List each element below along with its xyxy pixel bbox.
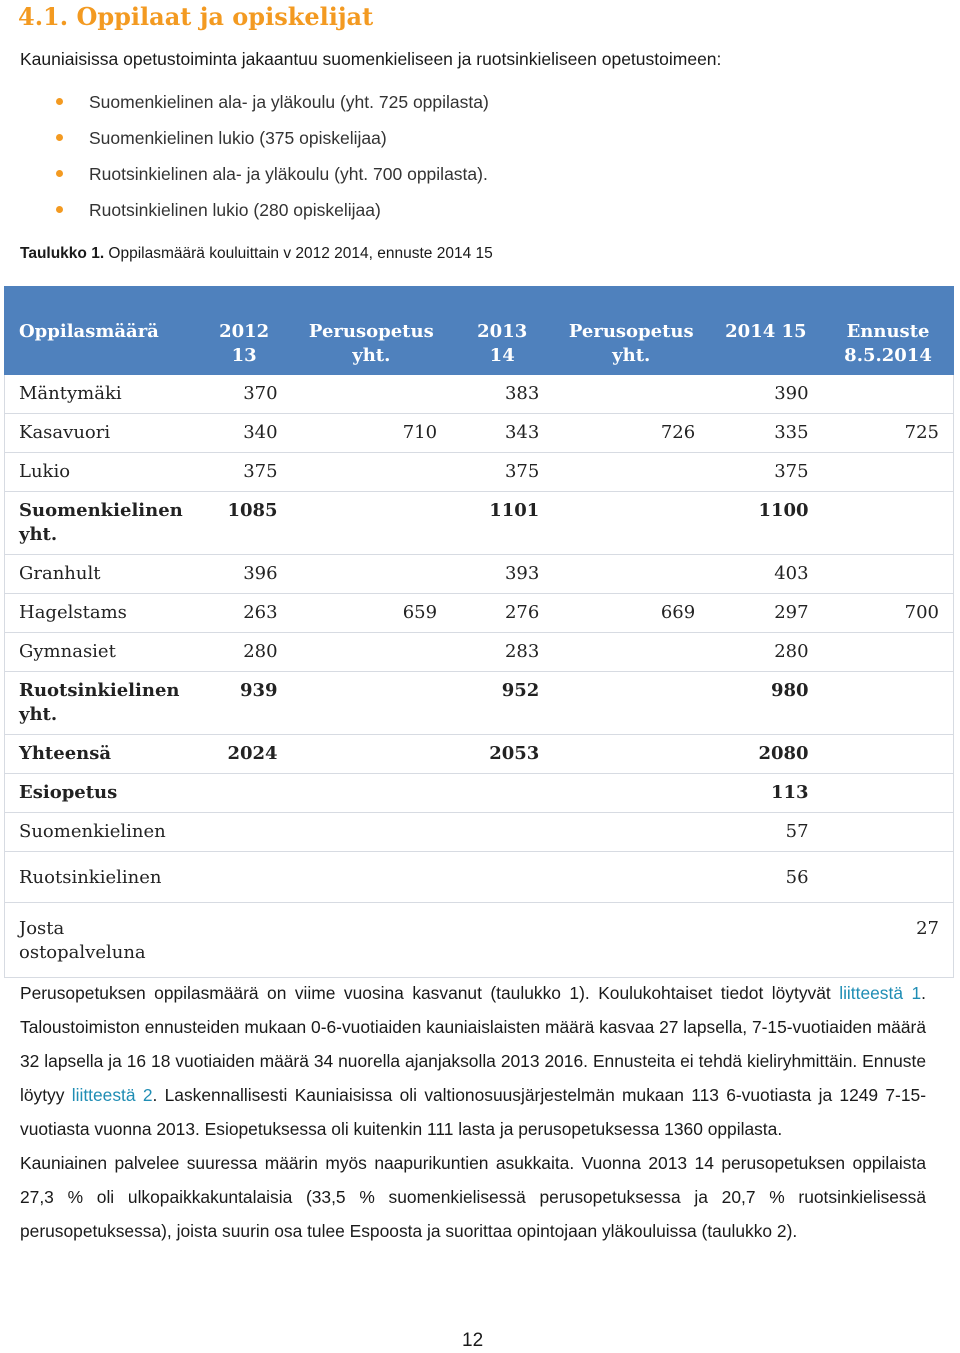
school-list <box>52 88 489 232</box>
table-cell: 980 <box>709 672 822 735</box>
table-cell <box>292 852 452 903</box>
table-cell: 2024 <box>197 735 292 774</box>
table-header-row <box>5 287 954 375</box>
caption-text: Oppilasmäärä kouluittain v 2012 2014, ennuste 2014 15 <box>104 245 493 262</box>
table-cell <box>197 903 292 978</box>
table-cell: 396 <box>197 555 292 594</box>
table-cell: 375 <box>709 453 822 492</box>
table-cell <box>292 633 452 672</box>
table-cell: 263 <box>197 594 292 633</box>
table-cell: 383 <box>451 375 553 414</box>
row-label: Yhteensä <box>5 735 197 774</box>
list-item-text: Suomenkielinen ala- ja yläkoulu (yht. 725 oppilasta) <box>89 92 489 112</box>
table-cell: 700 <box>823 594 954 633</box>
table-row <box>5 375 954 414</box>
table-cell <box>197 774 292 813</box>
table-caption <box>20 245 493 263</box>
bullet-icon <box>56 206 63 213</box>
table-cell <box>451 774 553 813</box>
table-cell <box>823 375 954 414</box>
table-cell <box>553 375 709 414</box>
table-cell <box>553 672 709 735</box>
row-label: Mäntymäki <box>5 375 197 414</box>
table-cell: 335 <box>709 414 822 453</box>
table-cell: 669 <box>553 594 709 633</box>
table-cell <box>553 453 709 492</box>
header-cell: Perusopetus yht. <box>292 287 452 375</box>
table-cell <box>553 633 709 672</box>
caption-label: Taulukko 1. <box>20 245 105 262</box>
table-cell: 659 <box>292 594 452 633</box>
list-item <box>52 160 489 196</box>
list-item-text: Ruotsinkielinen ala- ja yläkoulu (yht. 700 oppilasta). <box>89 164 488 184</box>
table-cell: 56 <box>709 852 822 903</box>
paragraph-1 <box>20 976 926 1146</box>
table-row <box>5 594 954 633</box>
header-cell: Perusopetus yht. <box>553 287 709 375</box>
table-row <box>5 813 954 852</box>
table-cell: 375 <box>451 453 553 492</box>
table-row <box>5 633 954 672</box>
row-label: Josta ostopalveluna <box>5 903 197 978</box>
appendix-2-link[interactable]: liitteestä 2 <box>71 1085 153 1105</box>
table-cell <box>823 774 954 813</box>
table-row <box>5 414 954 453</box>
table-row <box>5 453 954 492</box>
table-cell <box>292 903 452 978</box>
header-cell: 2012 13 <box>197 287 292 375</box>
intro-text: Kauniaisissa opetustoiminta jakaantuu suomenkieliseen ja ruotsinkieliseen opetustoimeen: <box>20 49 722 69</box>
table-cell: 1100 <box>709 492 822 555</box>
table-row <box>5 735 954 774</box>
table-row <box>5 672 954 735</box>
table-cell: 27 <box>823 903 954 978</box>
table-cell: 280 <box>197 633 292 672</box>
table-cell: 57 <box>709 813 822 852</box>
table-cell: 390 <box>709 375 822 414</box>
table-cell <box>292 555 452 594</box>
list-item <box>52 88 489 124</box>
table-cell <box>823 672 954 735</box>
table-cell <box>292 735 452 774</box>
header-cell: Oppilasmäärä <box>5 287 197 375</box>
table-row <box>5 492 954 555</box>
table-cell: 1085 <box>197 492 292 555</box>
table-cell: 297 <box>709 594 822 633</box>
appendix-1-link[interactable]: liitteestä 1 <box>839 983 922 1003</box>
student-count-table <box>4 286 954 978</box>
table-cell <box>292 453 452 492</box>
row-label: Granhult <box>5 555 197 594</box>
table-cell <box>451 852 553 903</box>
list-item-text: Suomenkielinen lukio (375 opiskelijaa) <box>89 128 387 148</box>
table-cell <box>823 852 954 903</box>
table-cell: 939 <box>197 672 292 735</box>
list-item-text: Ruotsinkielinen lukio (280 opiskelijaa) <box>89 200 381 220</box>
table-cell <box>451 903 553 978</box>
bullet-icon <box>56 134 63 141</box>
table-cell: 710 <box>292 414 452 453</box>
paragraph-text: . Laskennallisesti Kauniaisissa oli valtionosuusjärjestelmän mukaan 113 6-vuotiasta ja 1249 7-15-vuotiasta vuonna 2013. Esiopetuksessa oli kuitenkin 111 lasta ja perusopetuksessa 1360 oppilasta. <box>20 1085 926 1139</box>
table-cell: 343 <box>451 414 553 453</box>
table-cell: 2080 <box>709 735 822 774</box>
table-cell <box>823 813 954 852</box>
table-cell: 370 <box>197 375 292 414</box>
table-cell: 725 <box>823 414 954 453</box>
table-cell: 280 <box>709 633 822 672</box>
header-cell: Ennuste 8.5.2014 <box>823 287 954 375</box>
table-cell: 726 <box>553 414 709 453</box>
header-cell: 2014 15 <box>709 287 822 375</box>
table-cell <box>292 672 452 735</box>
paragraph-text: Perusopetuksen oppilasmäärä on viime vuosina kasvanut (taulukko 1). Koulukohtaiset tiedot löytyvät <box>20 983 840 1003</box>
table-cell <box>553 735 709 774</box>
body-text <box>20 976 926 1248</box>
row-label: Gymnasiet <box>5 633 197 672</box>
table-cell <box>292 774 452 813</box>
row-label: Suomenkielinen yht. <box>5 492 197 555</box>
paragraph-text: . Taloustoimiston ennusteiden mukaan 0-6-vuotiaiden kauniaislaisten määrä kasvaa 27 lapsella, 7-15-vuotiaiden määrä 32 lapsella ja 16 18 vuotiaiden määrä 34 nuorella ajanjaksolla 2013 2016. Ennusteita ei tehdä kieliryhmittäin. Ennuste löytyy <box>20 983 926 1105</box>
list-item <box>52 124 489 160</box>
table-cell: 1101 <box>451 492 553 555</box>
table-cell <box>823 633 954 672</box>
table-cell <box>451 813 553 852</box>
bullet-icon <box>56 98 63 105</box>
row-label: Kasavuori <box>5 414 197 453</box>
table-cell <box>553 555 709 594</box>
table-cell: 393 <box>451 555 553 594</box>
row-label: Ruotsinkielinen <box>5 852 197 903</box>
table-row <box>5 774 954 813</box>
row-label: Ruotsinkielinen yht. <box>5 672 197 735</box>
table-cell <box>709 903 822 978</box>
table-row <box>5 852 954 903</box>
table-cell <box>292 375 452 414</box>
table-cell: 283 <box>451 633 553 672</box>
table-cell <box>553 852 709 903</box>
table-cell: 375 <box>197 453 292 492</box>
table-cell <box>553 813 709 852</box>
table-cell <box>197 852 292 903</box>
row-label: Suomenkielinen <box>5 813 197 852</box>
row-label: Esiopetus <box>5 774 197 813</box>
list-item <box>52 196 489 232</box>
table-cell <box>823 492 954 555</box>
table-cell <box>823 735 954 774</box>
table-cell: 113 <box>709 774 822 813</box>
table-row <box>5 903 954 978</box>
header-cell: 2013 14 <box>451 287 553 375</box>
table-cell: 340 <box>197 414 292 453</box>
paragraph-2: Kauniainen palvelee suuressa määrin myös naapurikuntien asukkaita. Vuonna 2013 14 perusopetuksen oppilaista 27,3 % oli ulkopaikkakuntalaisia (33,5 % suomenkielisessä perusopetuksessa ja 20,7 % ruotsinkielisessä perusopetuksessa), joista suurin osa tulee Espoosta ja suorittaa opintojaan yläkouluissa (taulukko 2). <box>20 1153 926 1241</box>
table-cell <box>823 453 954 492</box>
table-cell <box>292 813 452 852</box>
row-label: Lukio <box>5 453 197 492</box>
table-cell <box>553 492 709 555</box>
bullet-icon <box>56 170 63 177</box>
table-row <box>5 555 954 594</box>
table-cell: 2053 <box>451 735 553 774</box>
table-cell <box>197 813 292 852</box>
table-cell <box>292 492 452 555</box>
row-label: Hagelstams <box>5 594 197 633</box>
table-cell <box>553 903 709 978</box>
table-cell: 952 <box>451 672 553 735</box>
page-number: 12 <box>462 1330 484 1351</box>
table-cell: 276 <box>451 594 553 633</box>
table-cell: 403 <box>709 555 822 594</box>
table-cell <box>553 774 709 813</box>
section-heading: 4.1. Oppilaat ja opiskelijat <box>18 2 374 31</box>
table-cell <box>823 555 954 594</box>
